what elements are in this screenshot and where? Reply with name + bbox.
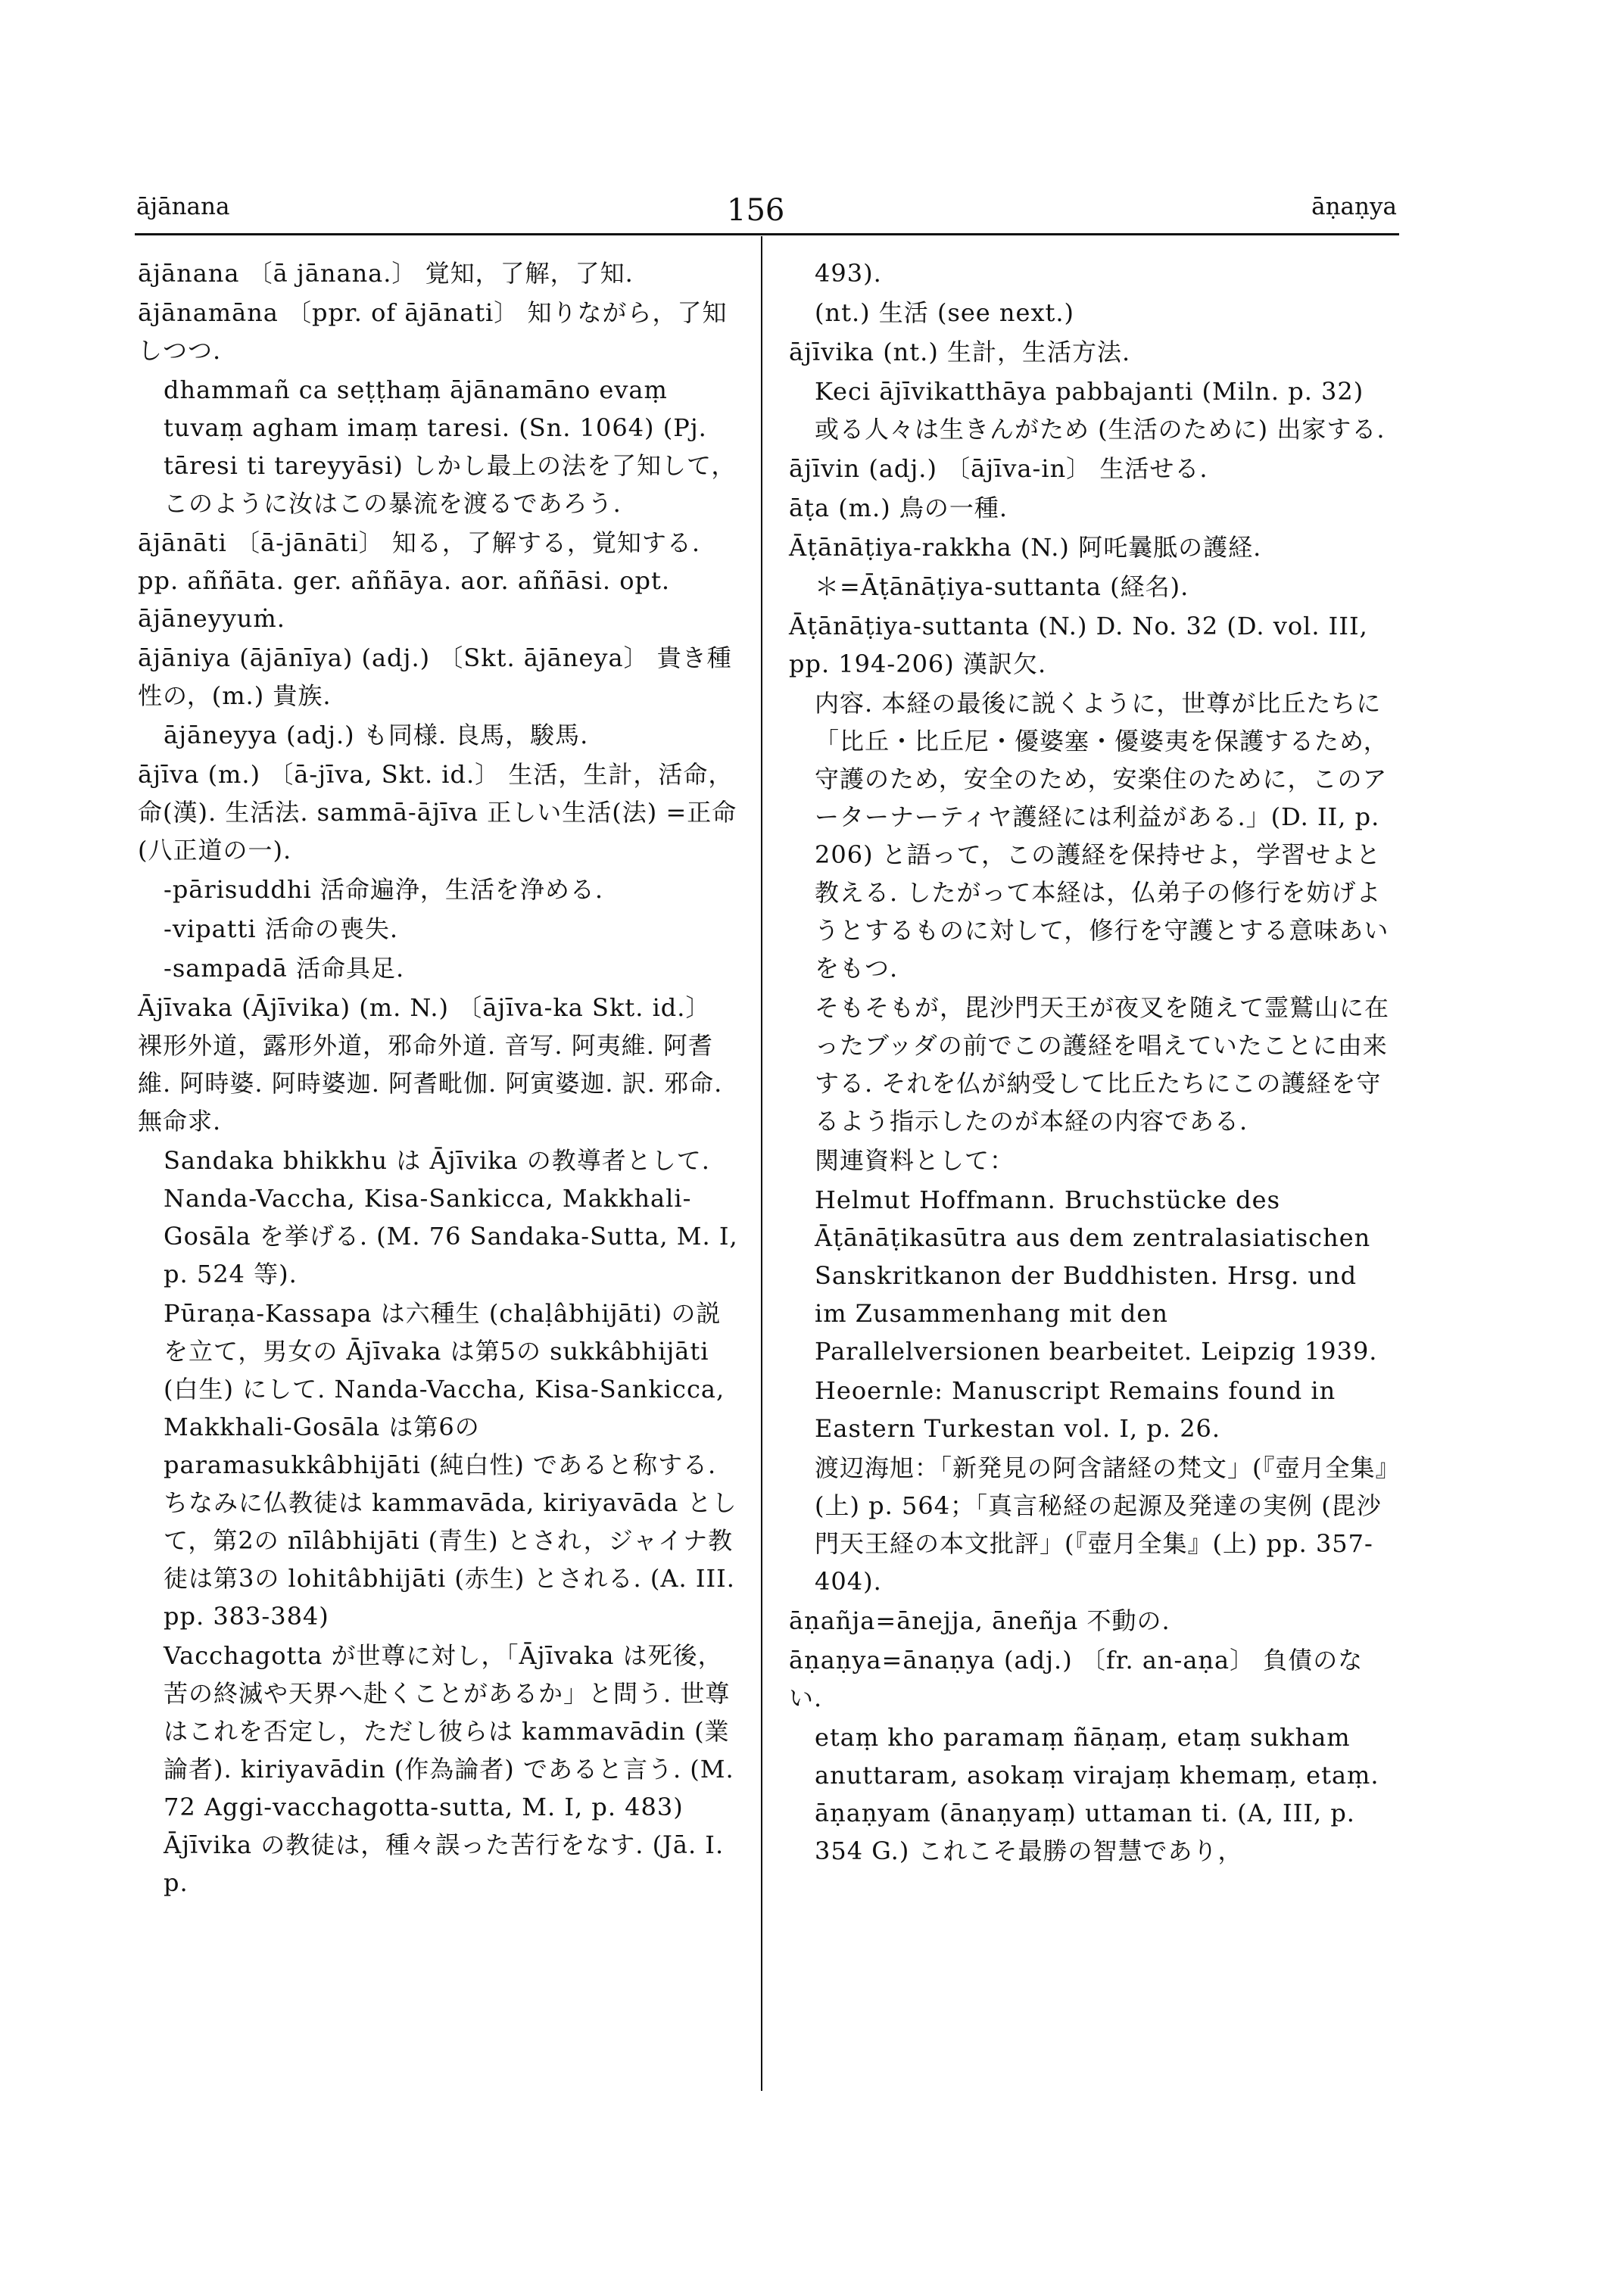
entry-ajanana: ājānana 〔ā jānana.〕 覚知，了解，了知. [138, 259, 634, 288]
quote-ajanamana: dhammañ ca seṭṭhaṃ ājānamāno evaṃ tuvaṃ agham imaṃ taresi. (Sn. 1064) (Pj. tāresi ti tareyyāsi) しかし最上の法を了知して，このように汝はこの暴流を渡るであろう. [164, 375, 737, 518]
paragraph-origin: そもそもが，毘沙門天王が夜叉を随えて霊鷲山に在ったブッダの前でこの護経を唱えていたことに由来する. それを仏が納受して比丘たちにこの護経を守るよう指示したのが本経の内容である. [815, 993, 1390, 1136]
continued-reference: 493). [815, 259, 882, 288]
reference-hoernle: Heoernle: Manuscript Remains found in Eastern Turkestan vol. I, p. 26. [815, 1376, 1336, 1443]
header-rule [135, 233, 1399, 235]
entry-ajaniya: ājāniya (ājānīya) (adj.) 〔Skt. ājāneya〕 貴き種性の，(m.) 貴族. [138, 643, 732, 710]
quote-ananya: etaṃ kho paramaṃ ñāṇaṃ, etaṃ sukham anuttaram, asokaṃ virajaṃ khemaṃ, etaṃ. āṇaṇyam (ānaṇyaṃ) uttaman ti. (A, III, p. 354 G.) これこそ最勝の智慧であり， [815, 1723, 1379, 1865]
page-number: 156 [727, 193, 785, 228]
entry-ajiva: ājīva (m.) 〔ā-jīva, Skt. id.〕 生活，生計，活命，命(漢). 生活法. sammā-ājīva 正しい生活(法) =正命(八正道の一). [138, 760, 737, 865]
subentry-atanatiya-rakkha: ＊=Āṭānāṭiya-suttanta (経名). [815, 572, 1189, 601]
subentry-vipatti: -vipatti 活命の喪失. [164, 914, 398, 943]
entry-ajivin: ājīvin (adj.) 〔ājīva-in〕 生活せる. [789, 454, 1208, 483]
subentry-parisuddhi: -pārisuddhi 活命遍浄，生活を浄める. [164, 875, 604, 904]
entry-ananja: āṇañja=ānejja, āneñja 不動の. [789, 1606, 1170, 1635]
header-right-guide-word: āṇaṇya [1311, 193, 1397, 220]
entry-ajivaka: Ājīvaka (Ājīvika) (m. N.) 〔ājīva-ka Skt. id.〕 裸形外道，露形外道，邪命外道. 音写. 阿夷維. 阿耆維. 阿時婆. 阿時婆迦. 阿耆毗伽. 阿寅婆迦. 訳. 邪命. 無命求. [138, 993, 723, 1136]
reference-hoffmann: Helmut Hoffmann. Bruchstücke des Āṭānāṭikasūtra aus dem zentralasiatischen Sanskritkanon der Buddhisten. Hrsg. und im Zusammenhang mit den Parallelversionen bearbeitet. Leipzig 1939. [815, 1185, 1378, 1366]
paragraph-purana: Pūraṇa-Kassapa は六種生 (chaḷâbhijāti) の説を立て，男女の Ājīvaka は第5の sukkâbhijāti (白生) にして. Nanda-Vaccha, Kisa-Sankicca, Makkhali-Gosāla は第6の paramasukkâbhijāti (純白性) であると称する. ちなみに仏教徒は kammavāda, kiriyavāda として，第2の nīlâbhijāti (青生) とされ，ジャイナ教徒は第3の lohitâbhijāti (赤生) とされる. (A. III. pp. 383-384) [164, 1299, 737, 1631]
entry-ajanamana: ājānamāna 〔ppr. of ājānati〕 知りながら，了知しつつ. [138, 298, 728, 365]
left-column [138, 254, 743, 1903]
subentry-ajaneyya: ājāneyya (adj.) も同様. 良馬，駿馬. [164, 721, 589, 749]
entry-ajivika: ājīvika (nt.) 生計，生活方法. [789, 338, 1131, 366]
entry-ata: āṭa (m.) 鳥の一種. [789, 494, 1008, 522]
entry-ajanati: ājānāti 〔ā-jānāti〕 知る，了解する，覚知する. pp. aññāta. ger. aññāya. aor. aññāsi. opt. ājāneyyuṁ. [138, 528, 701, 633]
subentry-sampada: -sampadā 活命具足. [164, 954, 405, 983]
entry-ajiva-nt: (nt.) 生活 (see next.) [815, 298, 1075, 327]
paragraph-sandaka: Sandaka bhikkhu は Ājīvika の教導者として. Nanda-Vaccha, Kisa-Sankicca, Makkhali-Gosāla を挙げる. (M. 76 Sandaka-Sutta, M. I, p. 524 等). [164, 1146, 738, 1288]
paragraph-content: 内容. 本経の最後に説くように，世尊が比丘たちに「比丘・比丘尼・優婆塞・優婆夷を保護するため，守護のため，安全のため，安楽住のために，このアーターナーティヤ護経には利益がある.」(D. II, p. 206) と語って，この護経を保持せよ，学習せよと教える. したがって本経は，仏弟子の修行を妨げようとするものに対して，修行を守護とする意味あいをもつ. [815, 689, 1389, 983]
paragraph-related-heading: 関連資料として： [815, 1146, 1015, 1175]
paragraph-vacchagotta: Vacchagotta が世尊に対し，「Ājīvaka は死後，苦の終滅や天界へ赴くことがあるか」と問う. 世尊はこれを否定し，ただし彼らは kammavādin (業論者). kiriyavādin (作為論者) であると言う. (M. 72 Aggi-vacchagotta-sutta, M. I, p. 483) Ājīvika の教徒は，種々誤った苦行をなす. (Jā. I. p. [164, 1641, 734, 1897]
entry-atanatiya-rakkha: Āṭānāṭiya-rakkha (N.) 阿吒曩胝の護経. [789, 533, 1262, 562]
column-divider [761, 236, 762, 2091]
right-column [789, 254, 1395, 1871]
page-header [0, 193, 1624, 231]
reference-watanabe: 渡辺海旭：「新発見の阿含諸経の梵文」(『壺月全集』(上) p. 564；「真言秘経の起源及発達の実例 (毘沙門天王経の本文批評」(『壺月全集』(上) pp. 357-404). [815, 1453, 1389, 1596]
entry-ananya: āṇaṇya=ānaṇya (adj.) 〔fr. an-aṇa〕 負債のない. [789, 1646, 1364, 1712]
quote-ajivika: Keci ājīvikatthāya pabbajanti (Miln. p. 32) 或る人々は生きんがため (生活のために) 出家する. [815, 377, 1386, 444]
header-left-guide-word: ājānana [136, 193, 230, 220]
entry-atanatiya-suttanta: Āṭānāṭiya-suttanta (N.) D. No. 32 (D. vol. III, pp. 194-206) 漢訳欠. [789, 612, 1368, 678]
